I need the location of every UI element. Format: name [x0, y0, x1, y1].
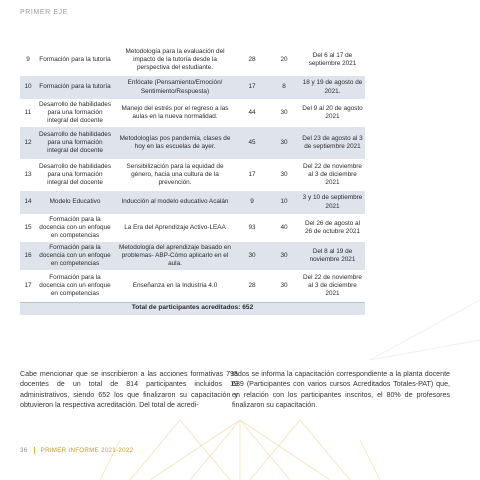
cell-n: 13: [24, 170, 32, 178]
cell-name: Formación para la docencia con un enfoque en competencias: [39, 215, 111, 240]
table-row: [20, 159, 365, 191]
paragraph-right: tados se informa la capacitación correspondiente a la planta docente 639 (Participantes con varios cursos Acreditados Totales-PAT) que, en relación con los participantes inscritos, el 80% de profesores finalizaron su capacitación.: [232, 370, 450, 410]
cell-date: Del 22 de noviembre al 3 de diciembre 2021: [303, 162, 362, 187]
cell-date: 18 y 19 de agosto de 2021.: [302, 79, 363, 95]
paragraph-left: Cabe mencionar que se inscribieron a las acciones formativas 795 docentes de un total de 814 participantes incluidos 19 administrativos, siendo 652 los que finalizaron su capacitación y obtuvieron la respectiva acreditación. Del total de acredi-: [20, 370, 238, 410]
cell-b: 30: [280, 170, 288, 178]
total-cell: [20, 302, 365, 315]
table-row: [20, 242, 365, 270]
cell-b: 40: [280, 223, 288, 231]
cell-date: Del 23 de agosto al 3 de septiembre 2021: [302, 134, 363, 150]
table-row: [20, 44, 365, 76]
cell-n: 10: [24, 83, 32, 91]
page-footer: [20, 447, 133, 454]
table-row: [20, 127, 365, 159]
cell-met: Metodologías pos pandemia, clases de hoy en las escuelas de ayer.: [119, 134, 231, 150]
cell-met: Inducción al modelo educativo Acalán: [121, 198, 229, 206]
cell-a: 28: [248, 281, 256, 289]
table-body: [20, 44, 365, 302]
cell-name: Modelo Educativo: [49, 198, 101, 206]
cell-name: Desarrollo de habilidades para una formación integral del docente: [38, 130, 112, 155]
cell-n: 17: [24, 281, 32, 289]
cell-b: 30: [280, 108, 288, 116]
cell-a: 28: [248, 55, 256, 63]
total-row: [20, 302, 365, 315]
cell-date: Del 8 al 19 de noviembre 2021: [309, 247, 356, 263]
cell-b: 30: [280, 281, 288, 289]
cell-met: Metodología del aprendizaje basado en problemas- ABP-Cómo aplicarlo en el aula.: [119, 243, 231, 268]
cell-name: Formación para la docencia con un enfoque en competencias: [39, 273, 111, 297]
cell-name: Formación para la docencia con un enfoque en competencias: [39, 243, 111, 268]
total-value: 652: [242, 304, 254, 312]
cell-met: La Era del Aprendizaje Activo-LEAA: [124, 223, 226, 231]
cell-n: 16: [24, 251, 32, 259]
cell-name: Formación para la tutoría: [39, 55, 111, 63]
page-number: 36: [20, 447, 28, 455]
cell-a: 17: [248, 170, 256, 178]
cell-date: Del 26 de agosto al 26 de octubre 2021: [304, 219, 361, 235]
cell-n: 9: [26, 55, 30, 63]
cell-met: Manejo del estrés por el regreso a las aulas en la nueva normalidad.: [121, 104, 229, 120]
cell-a: 9: [250, 198, 254, 206]
cell-date: Del 22 de noviembre al 3 de diciembre 2021: [303, 273, 362, 297]
footer-divider: [34, 447, 35, 454]
cell-n: 14: [24, 198, 32, 206]
cell-date: Del 6 al 17 de septiembre 2021: [308, 51, 357, 67]
cell-n: 11: [24, 108, 32, 116]
cell-met: Sensibilización para la equidad de género, hacia una cultura de la prevención.: [126, 162, 224, 187]
cell-name: Desarrollo de habilidades para una formación integral del docente: [38, 100, 112, 125]
cell-a: 30: [248, 251, 256, 259]
total-label: Total de participantes acreditados:: [131, 304, 241, 312]
cell-date: 3 y 10 de septiembre 2021: [302, 194, 363, 210]
cell-name: Formación para la tutoría: [39, 83, 111, 91]
cell-name: Desarrollo de habilidades para una formación integral del docente: [38, 162, 112, 187]
training-table: [20, 44, 365, 315]
cell-met: Enfócate (Pensamiento/Emoción/ Sentimiento/Respuesta): [127, 79, 223, 95]
table-row: [20, 214, 365, 242]
cell-a: 44: [248, 108, 256, 116]
cell-a: 17: [248, 83, 256, 91]
cell-date: Del 9 al 20 de agosto 2021: [302, 104, 363, 120]
table-row: [20, 191, 365, 214]
report-title: PRIMER INFORME 2021-2022: [40, 447, 134, 455]
cell-b: 20: [280, 55, 288, 63]
cell-b: 8: [282, 83, 286, 91]
cell-b: 30: [280, 138, 288, 146]
cell-a: 45: [248, 138, 256, 146]
cell-met: Enseñanza en la Industria 4.0: [132, 281, 218, 289]
cell-met: Metodología para la evaluación del impacto de la tutoría desde la perspectiva del estudiante.: [125, 47, 225, 72]
cell-n: 12: [24, 138, 32, 146]
cell-b: 10: [280, 198, 288, 206]
table-row: [20, 270, 365, 302]
table-row: [20, 76, 365, 99]
table-row: [20, 99, 365, 127]
cell-a: 93: [248, 223, 256, 231]
cell-b: 30: [280, 251, 288, 259]
section-label: PRIMER EJE: [20, 9, 69, 16]
cell-n: 15: [24, 223, 32, 231]
